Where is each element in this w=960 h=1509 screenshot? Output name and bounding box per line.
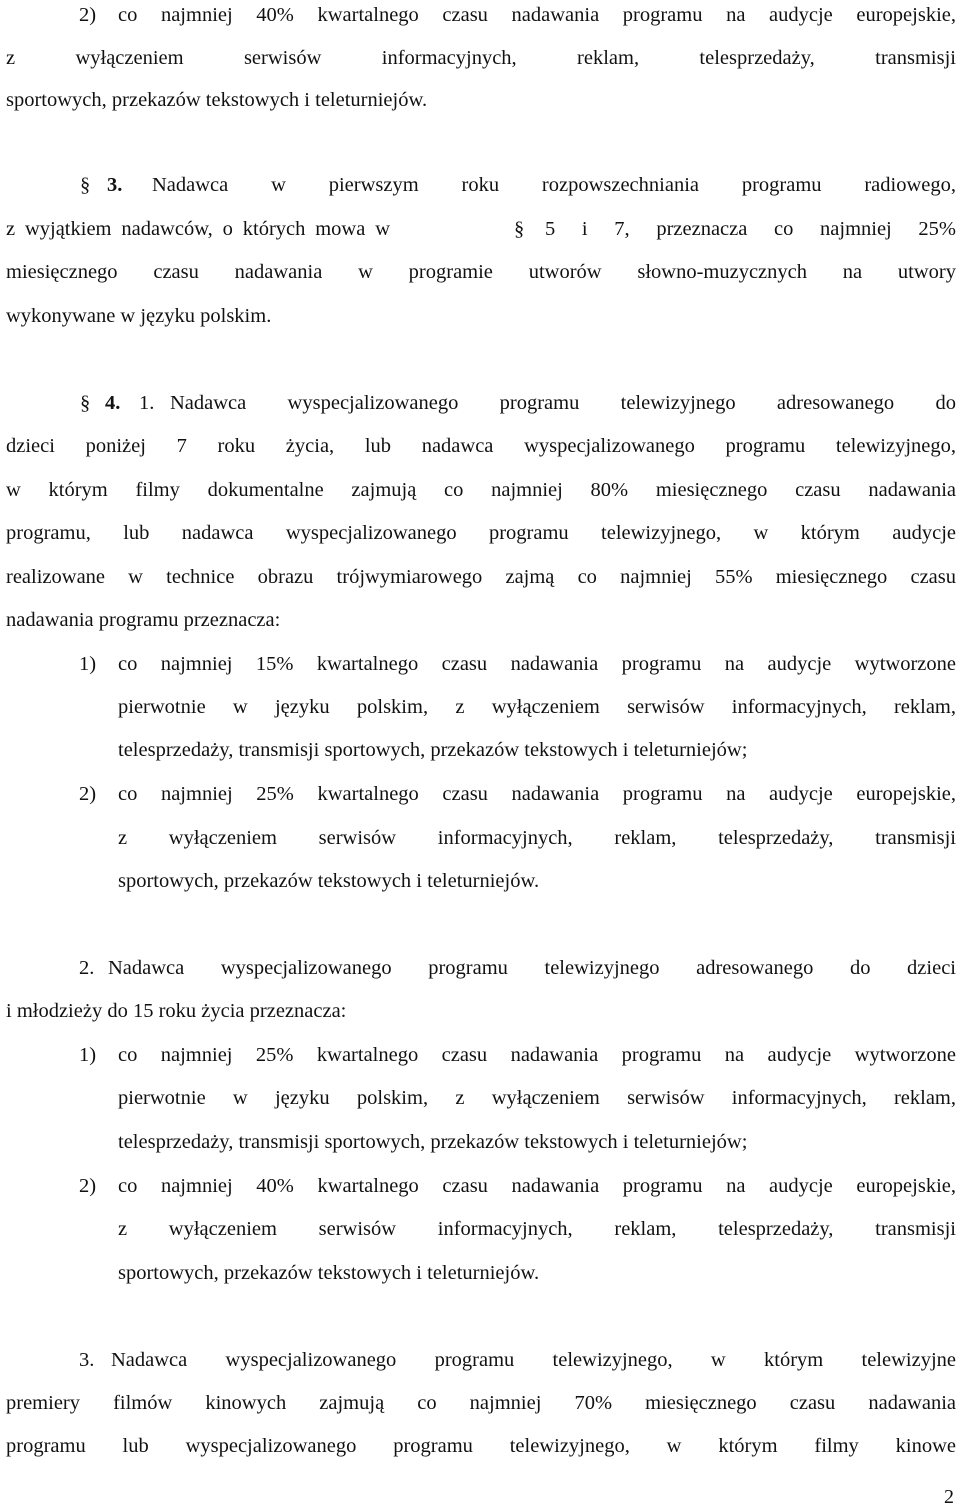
section-symbol: § xyxy=(80,392,91,414)
text-line: sportowych, przekazów tekstowych i teleturniejów. xyxy=(118,870,540,892)
text-line: sportowych, przekazów tekstowych i teleturniejów. xyxy=(118,1262,540,1284)
text-fragment: z wyjątkiem nadawców, o których mowa w xyxy=(6,218,390,240)
paragraph-number: 2. xyxy=(79,957,95,979)
text-line: premiery filmów kinowych zajmują co najmniej 70% miesięcznego czasu nadawania xyxy=(6,1392,956,1414)
text-line: co najmniej 25% kwartalnego czasu nadawania programu na audycje europejskie, xyxy=(118,783,956,805)
page-number: 2 xyxy=(944,1486,954,1508)
text-line: dzieci poniżej 7 roku życia, lub nadawca wyspecjalizowanego programu telewizyjnego, xyxy=(6,435,956,457)
text-fragment: 5 i 7, przeznacza co najmniej 25% xyxy=(545,218,956,240)
item-number: 2) xyxy=(79,4,97,26)
item-number: 2) xyxy=(79,783,97,805)
section-symbol: § xyxy=(514,218,525,240)
text-line: co najmniej 25% kwartalnego czasu nadawania programu na audycje wytworzone xyxy=(118,1044,956,1066)
text-line: i młodzieży do 15 roku życia przeznacza: xyxy=(6,1000,347,1022)
text-line: pierwotnie w języku polskim, z wyłączeniem serwisów informacyjnych, reklam, xyxy=(118,1087,956,1109)
text-line: telesprzedaży, transmisji sportowych, przekazów tekstowych i teleturniejów; xyxy=(118,739,748,761)
text-line: sportowych, przekazów tekstowych i teleturniejów. xyxy=(6,89,428,111)
text-line: Nadawca wyspecjalizowanego programu telewizyjnego adresowanego do dzieci xyxy=(108,957,956,979)
text-line: nadawania programu przeznacza: xyxy=(6,609,281,631)
text-line: w którym filmy dokumentalne zajmują co najmniej 80% miesięcznego czasu nadawania xyxy=(6,479,956,501)
paragraph-number: 3. xyxy=(79,1349,95,1371)
text-line: co najmniej 40% kwartalnego czasu nadawania programu na audycje europejskie, xyxy=(118,1175,956,1197)
text-line: pierwotnie w języku polskim, z wyłączeniem serwisów informacyjnych, reklam, xyxy=(118,696,956,718)
text-line: miesięcznego czasu nadawania w programie utworów słowno-muzycznych na utwory xyxy=(6,261,956,283)
text-line: Nadawca wyspecjalizowanego programu telewizyjnego adresowanego do xyxy=(170,392,956,414)
section-number: 4. xyxy=(105,392,121,414)
text-line: wykonywane w języku polskim. xyxy=(6,305,272,327)
section-symbol: § xyxy=(80,174,91,196)
text-line: Nadawca w pierwszym roku rozpowszechniania programu radiowego, xyxy=(152,174,956,196)
item-number: 1) xyxy=(79,1044,97,1066)
text-line: Nadawca wyspecjalizowanego programu telewizyjnego, w którym telewizyjne xyxy=(111,1349,956,1371)
text-line: co najmniej 40% kwartalnego czasu nadawania programu na audycje europejskie, xyxy=(118,4,956,26)
text-line: realizowane w technice obrazu trójwymiarowego zajmą co najmniej 55% miesięcznego czasu xyxy=(6,566,956,588)
paragraph-number: 1. xyxy=(139,392,155,414)
text-line: z wyłączeniem serwisów informacyjnych, reklam, telesprzedaży, transmisji xyxy=(118,1218,956,1240)
text-line: programu, lub nadawca wyspecjalizowanego programu telewizyjnego, w którym audycje xyxy=(6,522,956,544)
text-line: co najmniej 15% kwartalnego czasu nadawania programu na audycje wytworzone xyxy=(118,653,956,675)
text-line: z wyłączeniem serwisów informacyjnych, reklam, telesprzedaży, transmisji xyxy=(6,47,956,69)
item-number: 2) xyxy=(79,1175,97,1197)
item-number: 1) xyxy=(79,653,97,675)
section-number: 3. xyxy=(107,174,123,196)
text-line: z wyłączeniem serwisów informacyjnych, reklam, telesprzedaży, transmisji xyxy=(118,827,956,849)
text-line: telesprzedaży, transmisji sportowych, przekazów tekstowych i teleturniejów; xyxy=(118,1131,748,1153)
text-line: programu lub wyspecjalizowanego programu telewizyjnego, w którym filmy kinowe xyxy=(6,1435,956,1457)
